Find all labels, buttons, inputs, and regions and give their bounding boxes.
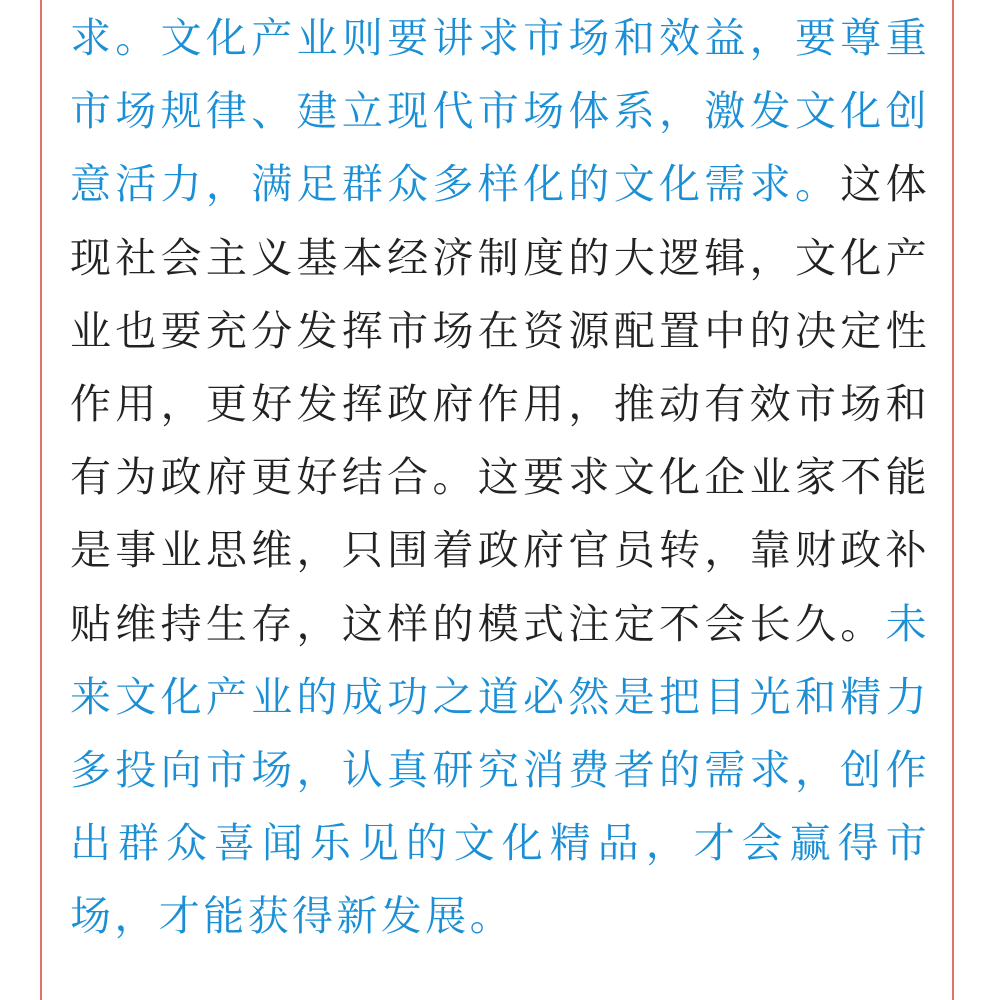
body-text-segment: 这体现社会主义基本经济制度的大逻辑，文化产业也要充分发挥市场在资源配置中的决定性作用，更好发挥政府作用，推动有效市场和有为政府更好结合。这要求文化企业家不能是事业思维，只围着政府官员转，靠财政补贴维持生存，这样的模式注定不会长久。	[70, 160, 930, 648]
highlight-text-segment-2: 未来文化产业的成功之道必然是把目光和精力多投向市场，认真研究消费者的需求，创作出群众喜闻乐见的文化精品，才会赢得市场，才能获得新发展。	[70, 599, 930, 941]
article-paragraph	[70, 2, 930, 954]
highlight-text-segment-1: 求。文化产业则要讲求市场和效益，要尊重市场规律、建立现代市场体系，激发文化创意活力，满足群众多样化的文化需求。	[70, 14, 930, 209]
